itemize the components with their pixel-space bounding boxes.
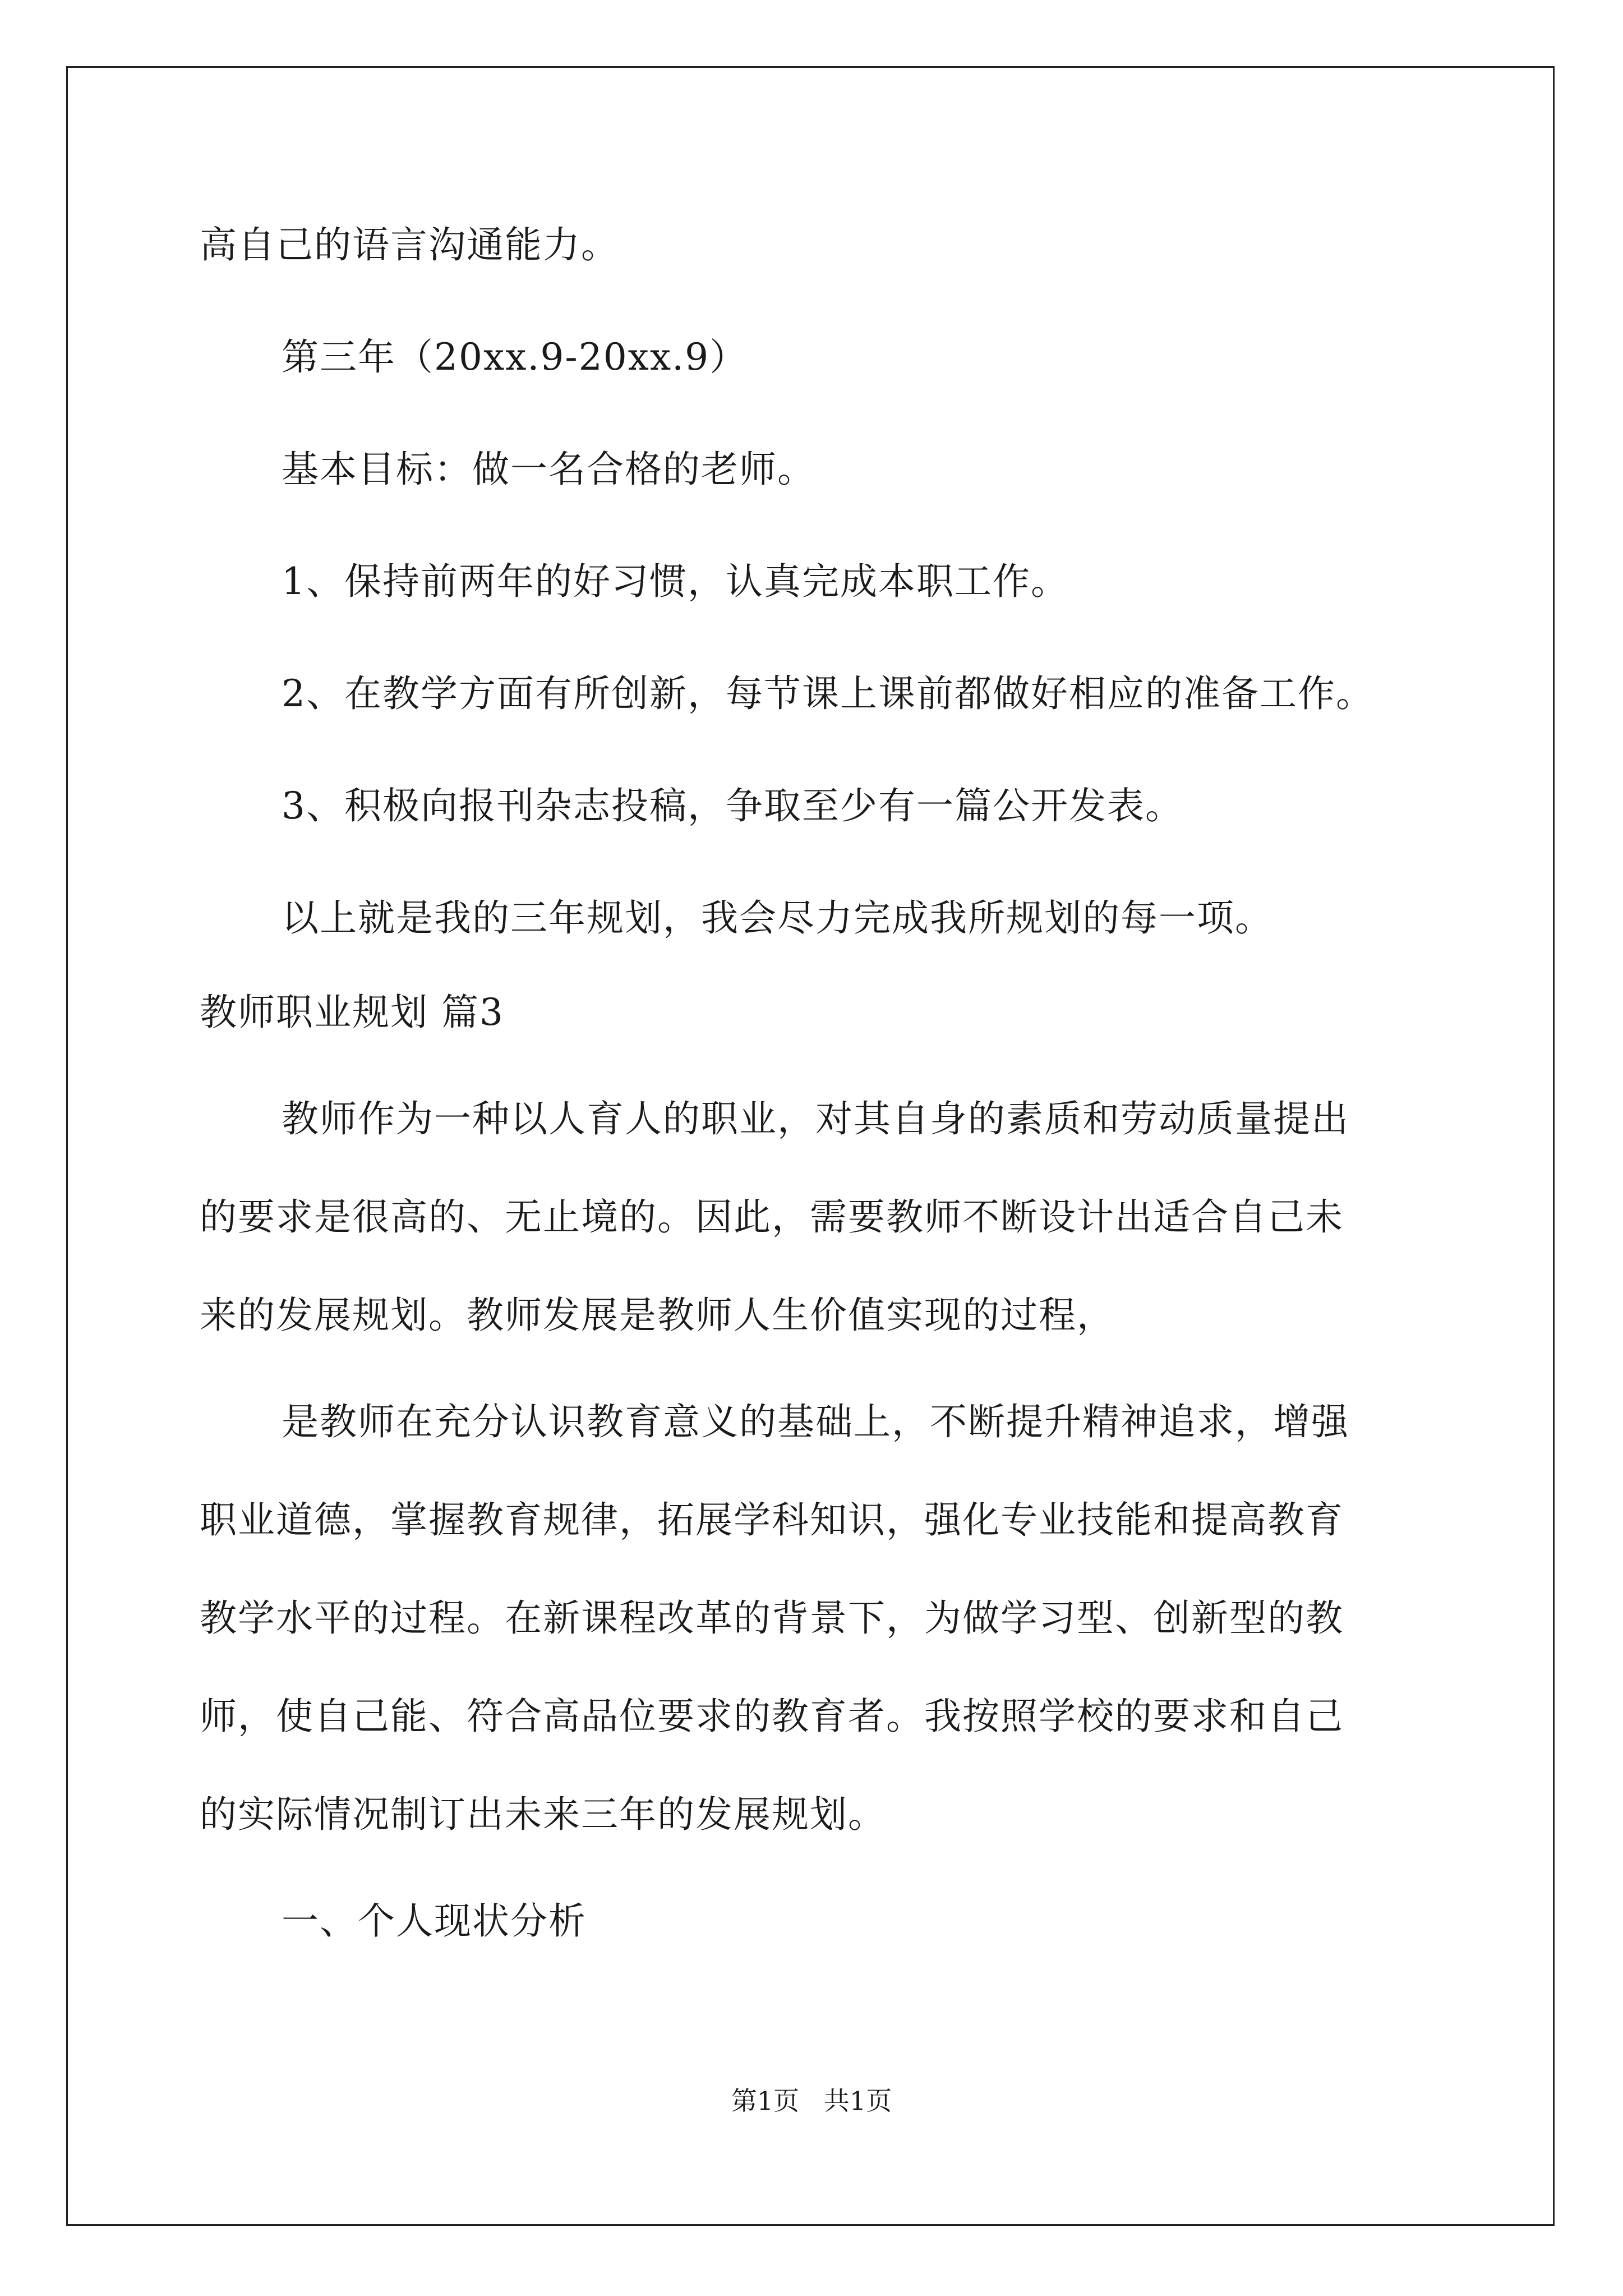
summary-line: 以上就是我的三年规划，我会尽力完成我所规划的每一项。	[282, 896, 1273, 940]
page-number-footer: 第1页 共1页	[731, 2086, 892, 2116]
paragraph-line: 教师作为一种以人育人的职业，对其自身的素质和劳动质量提出	[282, 1097, 1349, 1140]
paragraph-line: 教学水平的过程。在新课程改革的背景下，为做学习型、创新型的教	[200, 1596, 1344, 1640]
paragraph-line: 的要求是很高的、无止境的。因此，需要教师不断设计出适合自己未	[200, 1195, 1344, 1239]
paragraph-line: 的实际情况制订出未来三年的发展规划。	[200, 1793, 886, 1836]
text-line: 高自己的语言沟通能力。	[200, 223, 619, 266]
paragraph-line: 来的发展规划。教师发展是教师人生价值实现的过程，	[200, 1294, 1115, 1337]
section-year-heading: 第三年（20xx.9-20xx.9）	[282, 335, 748, 379]
list-item: 3、积极向报刊杂志投稿，争取至少有一篇公开发表。	[282, 784, 1183, 827]
list-item: 1、保持前两年的好习惯，认真完成本职工作。	[282, 560, 1069, 603]
section-title: 教师职业规划 篇3	[200, 991, 504, 1034]
paragraph-line: 是教师在充分认识教育意义的基础上，不断提升精神追求，增强	[282, 1400, 1349, 1443]
paragraph-line: 职业道德，掌握教育规律，拓展学科知识，强化专业技能和提高教育	[200, 1498, 1344, 1542]
paragraph-line: 师，使自己能、符合高品位要求的教育者。我按照学校的要求和自己	[200, 1695, 1344, 1738]
goal-line: 基本目标：做一名合格的老师。	[282, 448, 815, 491]
subsection-heading: 一、个人现状分析	[282, 1899, 587, 1943]
list-item: 2、在教学方面有所创新，每节课上课前都做好相应的准备工作。	[282, 672, 1374, 715]
